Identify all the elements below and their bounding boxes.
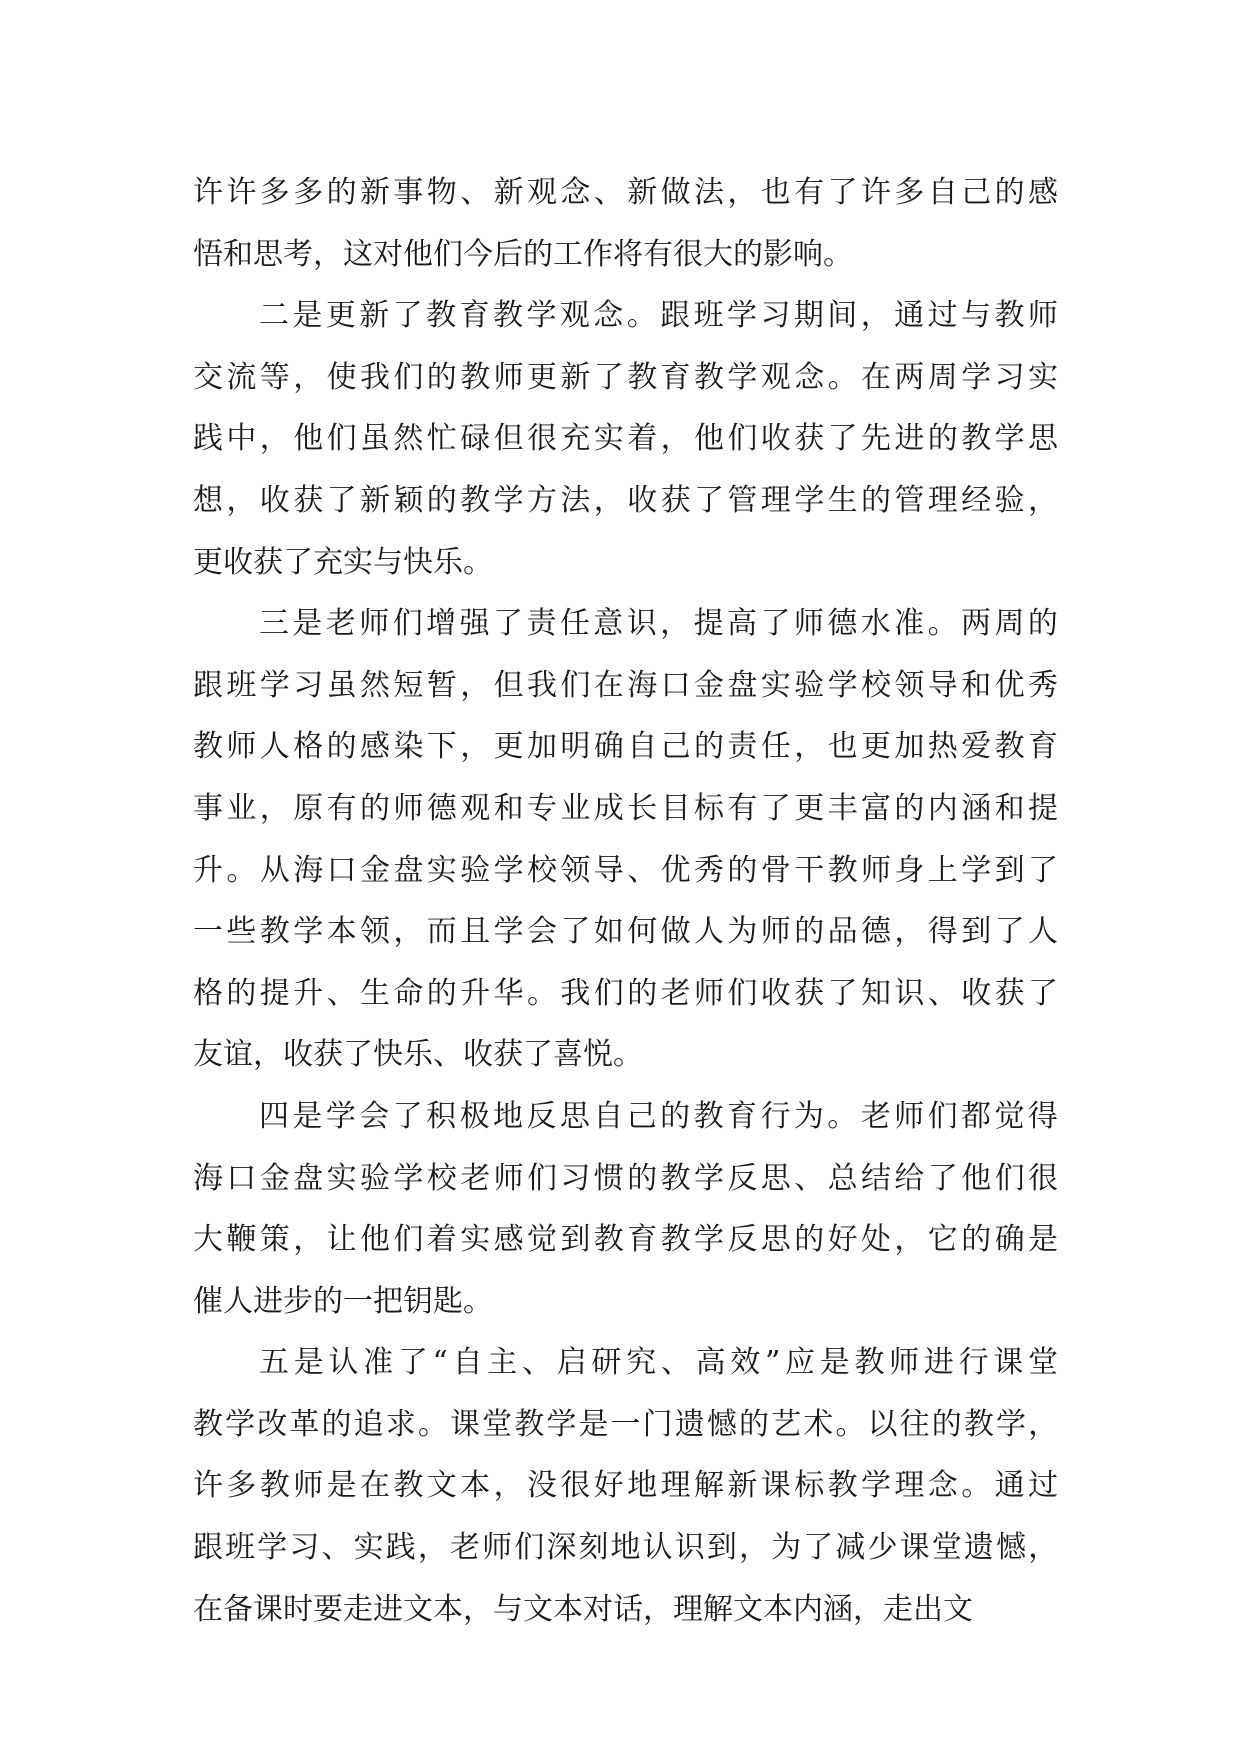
text-line: 交流等，使我们的教师更新了教育教学观念。在两周学习实 [193, 359, 1062, 395]
text-line: 大鞭策，让他们着实感觉到教育教学反思的好处，它的确是 [193, 1222, 1062, 1258]
text-line: 教学改革的追求。课堂教学是一门遗憾的艺术。以往的教学， [193, 1406, 1061, 1442]
text-line: 许许多多的新事物、新观念、新做法，也有了许多自己的感 [193, 175, 1062, 210]
text-line: 悟和思考，这对他们今后的工作将有很大的影响。 [193, 236, 853, 272]
text-line: 升。从海口金盘实验学校领导、优秀的骨干教师身上学到了 [193, 852, 1062, 888]
body-text [193, 162, 1063, 1640]
text-line: 践中，他们虽然忙碌但很充实着，他们收获了先进的教学思 [193, 421, 1062, 457]
text-line: 跟班学习、实践，老师们深刻地认识到，为了减少课堂遗憾， [193, 1530, 1061, 1566]
text-line: 教师人格的感染下，更加明确自己的责任，也更加热爱教育 [193, 729, 1062, 765]
text-line: 许多教师是在教文本，没很好地理解新课标教学理念。通过 [193, 1468, 1062, 1504]
text-line: 催人进步的一把钥匙。 [193, 1283, 493, 1319]
text-line: 更收获了充实与快乐。 [193, 544, 493, 580]
paragraph-first-line: 三是老师们增强了责任意识，提高了师德水准。两周的 [259, 606, 1062, 642]
text-line: 友谊，收获了快乐、收获了喜悦。 [193, 1037, 643, 1073]
text-line: 一些教学本领，而且学会了如何做人为师的品德，得到了人 [193, 914, 1062, 950]
text-line: 事业，原有的师德观和专业成长目标有了更丰富的内涵和提 [193, 790, 1062, 826]
text-line: 格的提升、生命的升华。我们的老师们收获了知识、收获了 [193, 975, 1062, 1011]
paragraph-first-line: 二是更新了教育教学观念。跟班学习期间，通过与教师 [259, 298, 1062, 334]
text-line: 在备课时要走进文本，与文本对话，理解文本内涵，走出文 [193, 1591, 973, 1627]
paragraph-first-line: 五是认准了“自主、启研究、高效”应是教师进行课堂 [259, 1345, 1063, 1381]
paragraph-first-line: 四是学会了积极地反思自己的教育行为。老师们都觉得 [259, 1098, 1062, 1134]
text-line: 海口金盘实验学校老师们习惯的教学反思、总结给了他们很 [193, 1160, 1062, 1196]
text-line: 想，收获了新颖的教学方法，收获了管理学生的管理经验， [193, 482, 1062, 518]
text-line: 跟班学习虽然短暂，但我们在海口金盘实验学校领导和优秀 [193, 667, 1062, 703]
